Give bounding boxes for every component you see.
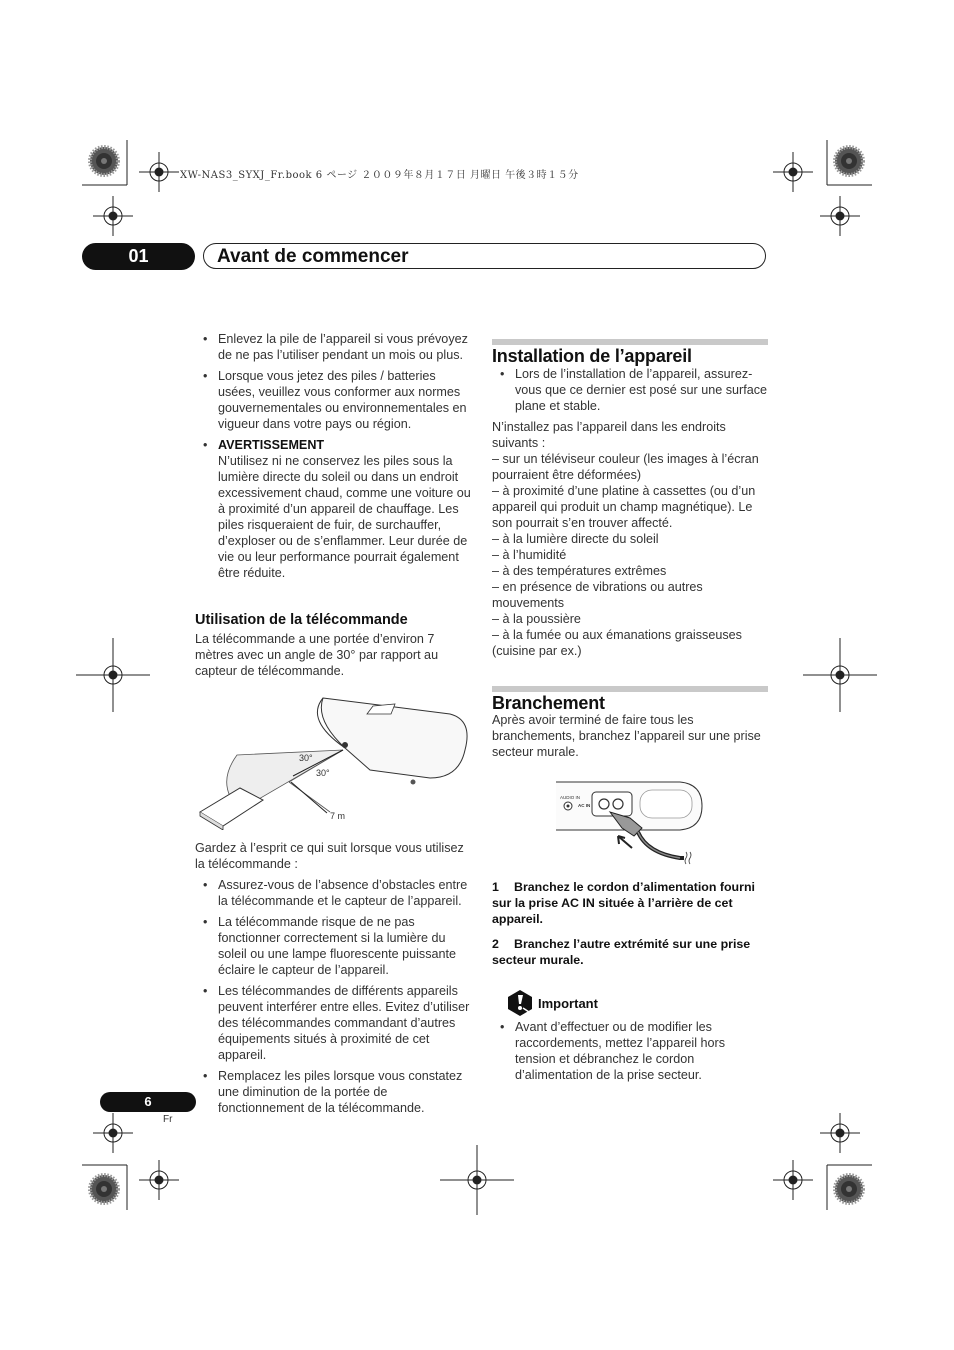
print-header: XW-NAS3_SYXJ_Fr.book 6 ページ ２００９年８月１７日 月曜日 午後３時１５分 bbox=[180, 170, 579, 181]
chapter-title: Avant de commencer bbox=[203, 243, 766, 269]
list-item: – à l’humidité bbox=[492, 548, 567, 562]
list-item: • Enlevez la pile de l’appareil si vous prévoyez de ne pas l’utiliser pendant un mois ou plus. bbox=[195, 331, 473, 363]
steps bbox=[492, 879, 768, 968]
chapter-number: 01 bbox=[82, 243, 195, 270]
step-1: 1 Branchez le cordon d’alimentation fourni sur la prise AC IN située à l’arrière de cet appareil. bbox=[492, 880, 755, 926]
remote-heading: Utilisation de la télécommande bbox=[195, 612, 408, 628]
list-item: – à la lumière directe du soleil bbox=[492, 532, 659, 546]
install-section bbox=[492, 348, 770, 659]
registration-cross-icon bbox=[93, 1113, 133, 1153]
section-divider bbox=[492, 339, 768, 345]
angle-label-1: 30° bbox=[299, 753, 313, 763]
angle-label-2: 30° bbox=[316, 768, 330, 778]
list-item: • Remplacez les piles lorsque vous constatez une diminution de la portée de fonctionnement de la télécommande. bbox=[195, 1068, 473, 1116]
audio-in-label: AUDIO IN bbox=[560, 795, 581, 800]
important-bullet-list bbox=[492, 1019, 768, 1083]
registration-star-icon bbox=[90, 147, 118, 175]
list-item: • Lors de l’installation de l’appareil, assurez-vous que ce dernier est posé sur une surface plane et stable. bbox=[492, 366, 770, 414]
registration-cross-icon bbox=[93, 196, 133, 236]
registration-cross-icon bbox=[773, 152, 813, 192]
step-2: 2 Branchez l’autre extrémité sur une prise secteur murale. bbox=[492, 937, 751, 967]
warning-item bbox=[195, 437, 473, 581]
warning-text: N’utilisez ni ne conservez les piles sous la lumière directe du soleil ou dans un endroit excessivement chaud, comme une voiture ou à proximité d’un appareil de chauffage. Les piles risqueraient de fuir, de surchauffer, d’exploser ou de s’enflammer. Leur durée de vie ou leur performance pourrait également être réduite. bbox=[218, 454, 471, 580]
connect-intro: Après avoir terminé de faire tous les branchements, branchez l’appareil sur une prise secteur murale. bbox=[492, 713, 761, 759]
list-item: – sur un téléviseur couleur (les images à l’écran pourraient être déformées) bbox=[492, 452, 759, 482]
section-divider bbox=[492, 686, 768, 692]
important-icon bbox=[506, 989, 534, 1017]
registration-star-icon bbox=[90, 1175, 118, 1203]
install-bullet-list bbox=[492, 366, 770, 414]
registration-cross-icon bbox=[820, 1113, 860, 1153]
ac-in-diagram bbox=[552, 778, 712, 870]
registration-cross-icon bbox=[139, 152, 179, 192]
remote-section bbox=[195, 612, 470, 679]
install-heading: Installation de l’appareil bbox=[492, 346, 692, 366]
list-item: • Avant d’effectuer ou de modifier les raccordements, mettez l’appareil hors tension et débranchez le cordon d’alimentation de la prise secteur. bbox=[492, 1019, 768, 1083]
list-item: – en présence de vibrations ou autres mouvements bbox=[492, 580, 703, 610]
distance-label: 7 m bbox=[330, 811, 346, 821]
install-locations bbox=[492, 451, 770, 659]
remote-range-diagram bbox=[195, 690, 470, 830]
battery-bullet-list bbox=[195, 331, 473, 581]
list-item: – à la fumée ou aux émanations graisseuses (cuisine par ex.) bbox=[492, 628, 742, 658]
connect-heading: Branchement bbox=[492, 693, 605, 713]
language-code: Fr bbox=[163, 1114, 173, 1125]
page-number: 6 bbox=[100, 1092, 196, 1112]
ac-in-label: AC IN bbox=[578, 803, 591, 808]
left-column-top bbox=[195, 331, 473, 586]
list-item: • Les télécommandes de différents appareils peuvent interférer entre elles. Evitez d’utiliser des télécommandes commandant d’autres équipements situés à proximité de cet appareil. bbox=[195, 983, 473, 1063]
registration-cross-icon bbox=[820, 196, 860, 236]
install-intro: N’installez pas l’appareil dans les endroits suivants : bbox=[492, 420, 726, 450]
warning-title: • AVERTISSEMENT bbox=[218, 438, 325, 452]
list-item: • Assurez-vous de l’absence d’obstacles entre la télécommande et le capteur de l’appareil. bbox=[195, 877, 473, 909]
keep-in-mind-text: Gardez à l’esprit ce qui suit lorsque vous utilisez la télécommande : bbox=[195, 841, 464, 871]
connect-section bbox=[492, 695, 768, 760]
remote-bullet-list bbox=[195, 877, 473, 1116]
remote-intro: La télécommande a une portée d’environ 7 mètres avec un angle de 30° par rapport au capteur de télécommande. bbox=[195, 632, 439, 678]
registration-star-icon bbox=[835, 147, 863, 175]
left-column-bottom bbox=[195, 840, 473, 1121]
list-item: – à proximité d’une platine à cassettes (ou d’un appareil qui produit un champ magnétique). Le son pourrait s’en trouver affecté. bbox=[492, 484, 756, 530]
registration-cross-icon bbox=[139, 1160, 179, 1200]
important-note bbox=[492, 1019, 768, 1088]
list-item: • Lorsque vous jetez des piles / batteries usées, veuillez vous conformer aux normes gouvernementales ou environnementales en vigueur dans votre pays ou région. bbox=[195, 368, 473, 432]
list-item: • La télécommande risque de ne pas fonctionner correctement si la lumière du soleil ou une lampe fluorescente puissante éclaire le capteur de l’appareil. bbox=[195, 914, 473, 978]
list-item: – à la poussière bbox=[492, 612, 581, 626]
registration-cross-icon bbox=[773, 1160, 813, 1200]
registration-star-icon bbox=[835, 1175, 863, 1203]
list-item: – à des températures extrêmes bbox=[492, 564, 667, 578]
important-title: Important bbox=[538, 996, 598, 1011]
